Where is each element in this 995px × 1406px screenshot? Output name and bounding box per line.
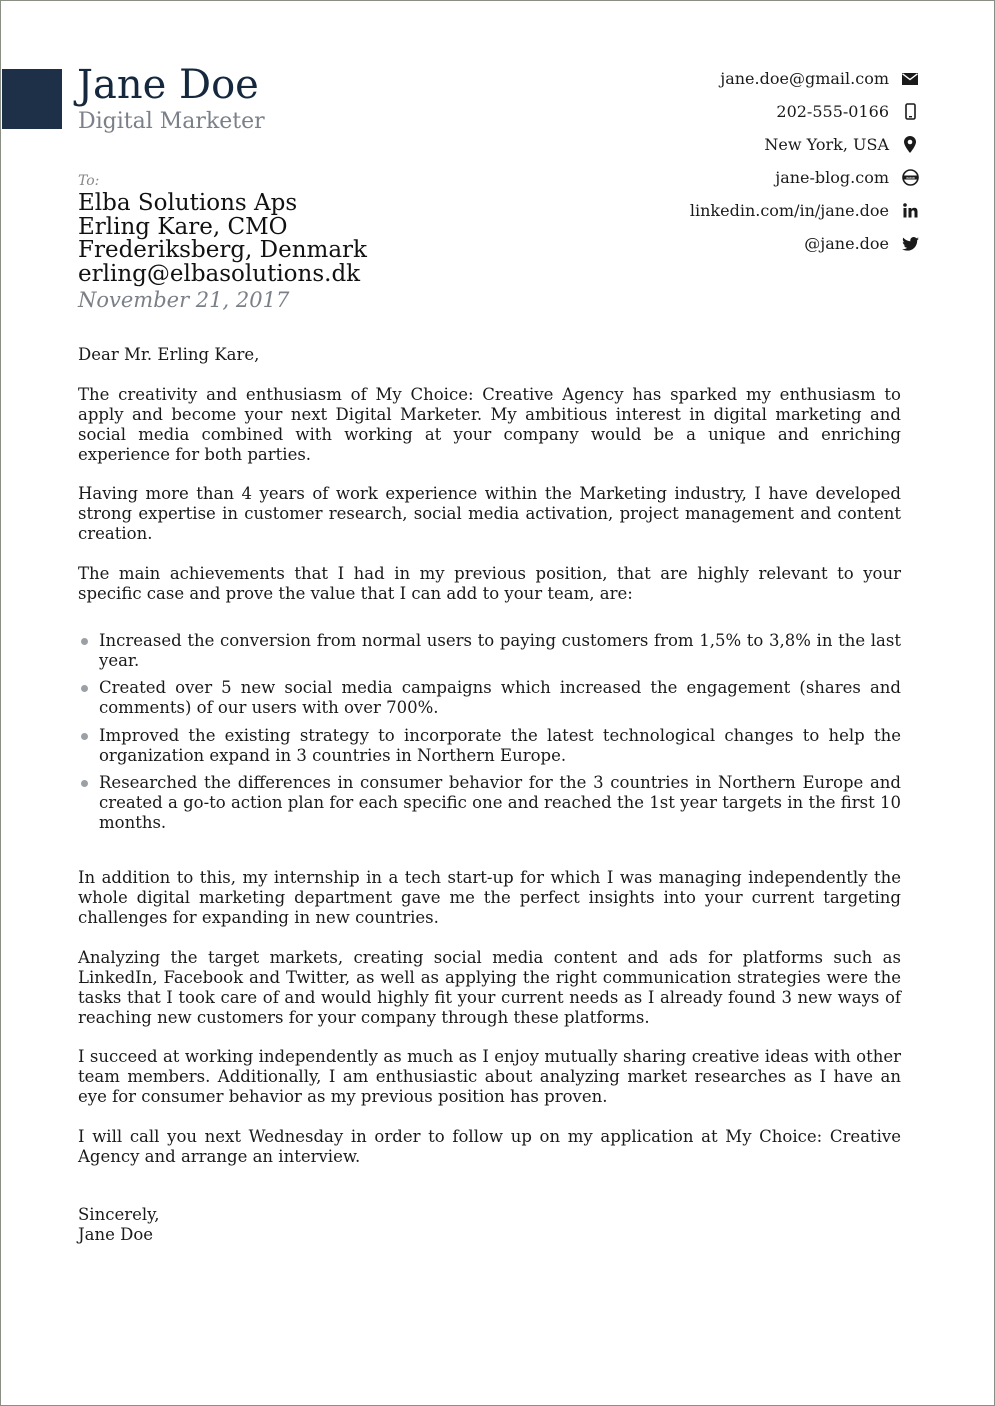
contact-linkedin[interactable] [559, 194, 919, 227]
recipient-email: erling@elbasolutions.dk [78, 260, 361, 287]
closing: Sincerely, [78, 1204, 160, 1224]
paragraph: Analyzing the target markets, creating social media content and ads for platforms such as LinkedIn, Facebook and Twitter, as well as applying the right communication strategies were the tasks that I took care of and would highly fit your current needs as I already found 3 new ways of reaching new customers for your company through these platforms. [78, 947, 901, 1027]
list-item [78, 726, 901, 766]
phone-icon [901, 103, 919, 121]
contact-phone[interactable] [559, 95, 919, 128]
closing-block [78, 1205, 901, 1245]
bullet-icon [81, 733, 88, 740]
list-item [78, 773, 901, 833]
contact-website[interactable] [559, 161, 919, 194]
header-accent-block [2, 69, 62, 129]
contact-email[interactable] [559, 62, 919, 95]
bullet-icon [81, 685, 88, 692]
contact-location-text: New York, USA [764, 135, 889, 154]
list-item-text: Improved the existing strategy to incorporate the latest technological changes to help the organization expand in 3 countries in Northern Europe. [99, 725, 901, 765]
contact-phone-text: 202-555-0166 [776, 102, 889, 121]
paragraph: The creativity and enthusiasm of My Choice: Creative Agency has sparked my enthusiasm to apply and become your next Digital Marketer. My ambitious interest in digital marketing and social media combined with working at your company would be a unique and enriching experience for both parties. [78, 384, 901, 464]
contact-location[interactable] [559, 128, 919, 161]
contact-list [559, 62, 919, 260]
bullet-icon [81, 780, 88, 787]
paragraph: I succeed at working independently as much as I enjoy mutually sharing creative ideas with other team members. Additionally, I am enthusiastic about analyzing market researches as I have an eye for consumer behavior as my previous position has proven. [78, 1047, 901, 1106]
twitter-icon [901, 235, 919, 253]
contact-email-text: jane.doe@gmail.com [720, 69, 889, 88]
svg-text:www: www [905, 175, 915, 180]
linkedin-icon [901, 202, 919, 220]
bullet-icon [81, 638, 88, 645]
list-item-text: Created over 5 new social media campaigns which increased the engagement (shares and comments) of our users with over 700%. [99, 678, 901, 717]
achievements-list [78, 631, 901, 834]
envelope-icon [901, 70, 919, 88]
list-item-text: Researched the differences in consumer behavior for the 3 countries in Northern Europe and created a go-to action plan for each specific one and reached the 1st year targets in the first 10 months. [99, 773, 901, 832]
contact-twitter[interactable] [559, 227, 919, 260]
paragraph: I will call you next Wednesday in order to follow up on my application at My Choice: Creative Agency and arrange an interview. [78, 1126, 901, 1166]
contact-linkedin-text: linkedin.com/in/jane.doe [689, 201, 889, 220]
contact-twitter-text: @jane.doe [804, 234, 889, 253]
paragraph: The main achievements that I had in my previous position, that are highly relevant to your specific case and prove the value that I can add to your team, are: [78, 563, 901, 603]
letter-date: November 21, 2017 [78, 288, 290, 312]
to-label: To: [78, 173, 100, 189]
list-item-text: Increased the conversion from normal users to paying customers from 1,5% to 3,8% in the last year. [99, 630, 901, 670]
globe-icon [901, 169, 919, 187]
letter-body [78, 345, 901, 1245]
recipient-person: Erling Kare, CMO [78, 213, 288, 240]
applicant-role: Digital Marketer [78, 109, 265, 134]
paragraph: Having more than 4 years of work experience within the Marketing industry, I have developed strong expertise in customer research, social media activation, project management and content creation. [78, 484, 901, 543]
map-pin-icon [901, 136, 919, 154]
paragraph: In addition to this, my internship in a tech start-up for which I was managing independently the whole digital marketing department gave me the perfect insights into your current targeting challenges for expanding in new countries. [78, 868, 901, 927]
recipient-company: Elba Solutions Aps [78, 190, 298, 216]
applicant-name: Jane Doe [77, 62, 259, 108]
salutation: Dear Mr. Erling Kare, [78, 345, 260, 364]
list-item [78, 631, 901, 671]
recipient-block [78, 192, 367, 286]
contact-website-text: jane-blog.com [775, 168, 889, 187]
signature: Jane Doe [78, 1224, 154, 1244]
recipient-location: Frederiksberg, Denmark [78, 237, 367, 263]
list-item [78, 678, 901, 718]
